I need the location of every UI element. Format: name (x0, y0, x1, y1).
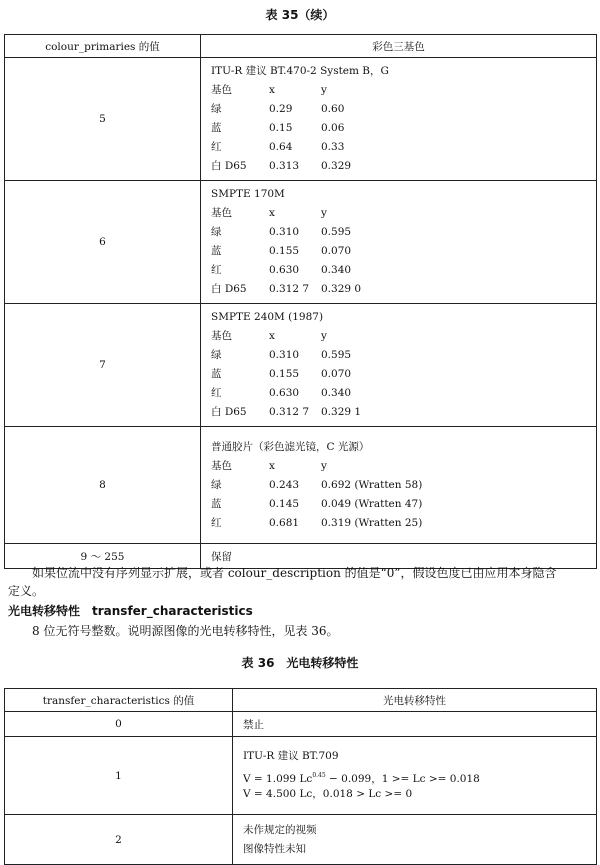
table35-row-6 (5, 181, 597, 304)
primaries-row: 蓝 0.145 0.049 (Wratten 47) (211, 497, 423, 510)
table35-value-cell: 9 ～ 255 (5, 544, 201, 569)
primaries-row: 白 D65 0.312 7 0.329 0 (211, 283, 362, 295)
table35-value-cell: 6 (5, 181, 201, 304)
text-line: 未作规定的视频 (243, 823, 317, 836)
table35-row-5 (5, 58, 597, 181)
table35-header-row (5, 35, 597, 58)
primaries-row: 红 0.630 0.340 (211, 264, 352, 276)
table36-text-cell (233, 815, 597, 865)
table36-row-2 (5, 815, 597, 865)
formula-line: V = 4.500 Lc，0.018 > Lc >= 0 (243, 788, 413, 800)
primaries-row: 绿 0.310 0.595 (211, 226, 352, 238)
primaries-row: 蓝 0.155 0.070 (211, 368, 352, 380)
table35-value-cell: 8 (5, 427, 201, 544)
table35-caption: 表 35（续） (265, 8, 335, 22)
table35-header-col1: colour_primaries 的值 (5, 35, 201, 58)
primaries-row: 基色 x y (211, 330, 327, 342)
table36-header-col2: 光电转移特性 (233, 689, 597, 712)
table36-value-cell: 2 (5, 815, 233, 865)
primaries-row: 基色 x y (211, 459, 327, 472)
section-heading: 光电转移特性 transfer_characteristics (8, 604, 253, 618)
standard-title: SMPTE 170M (211, 188, 285, 200)
primaries-row: 基色 x y (211, 84, 327, 96)
primaries-row: 绿 0.310 0.595 (211, 349, 352, 361)
table36-value-cell: 1 (5, 737, 233, 815)
table35-primaries-cell (201, 304, 597, 427)
primaries-row: 红 0.630 0.340 (211, 387, 352, 399)
primaries-row: 红 0.64 0.33 (211, 141, 345, 153)
table36-header-row (5, 689, 597, 712)
standard-title: ITU-R 建议 BT.709 (243, 750, 339, 762)
body-paragraph-line2: 定义。 (8, 584, 45, 598)
primaries-row: 蓝 0.155 0.070 (211, 245, 352, 257)
table35 (4, 34, 597, 569)
table36-row-0 (5, 712, 597, 737)
table36-row-1 (5, 737, 597, 815)
table35-row-8 (5, 427, 597, 544)
table36-caption: 表 36 光电转移特性 (241, 656, 359, 670)
primaries-row: 绿 0.243 0.692 (Wratten 58) (211, 478, 423, 491)
table35-primaries-cell (201, 181, 597, 304)
primaries-row: 蓝 0.15 0.06 (211, 122, 345, 134)
table36-text-cell (233, 737, 597, 815)
table35-primaries-cell (201, 427, 597, 544)
body-paragraph-line1: 如果位流中没有序列显示扩展，或者 colour_description 的值是“0”，假设色度已由应用本身隐含 (32, 566, 557, 580)
table35-value-cell: 7 (5, 304, 201, 427)
primaries-row: 绿 0.29 0.60 (211, 103, 345, 115)
body-paragraph-2: 8 位无符号整数。说明源图像的光电转移特性，见表 36。 (32, 624, 339, 638)
table35-header-col2: 彩色三基色 (201, 35, 597, 58)
primaries-row: 白 D65 0.313 0.329 (211, 160, 352, 172)
primaries-row: 红 0.681 0.319 (Wratten 25) (211, 516, 423, 529)
table36-header-col1: transfer_characteristics 的值 (5, 689, 233, 712)
primaries-row: 基色 x y (211, 207, 327, 219)
table36 (4, 688, 597, 865)
standard-title: ITU-R 建议 BT.470-2 System B，G (211, 65, 389, 77)
table35-row-7 (5, 304, 597, 427)
table35-value-cell: 5 (5, 58, 201, 181)
table35-reserved-cell: 保留 (201, 544, 597, 569)
standard-title: SMPTE 240M (1987) (211, 311, 324, 323)
standard-title: 普通胶片（彩色滤光镜，C 光源） (211, 440, 370, 453)
formula-line: V = 1.099 $Lc^{0.45} - 0.099$，1 >= Lc >= 0.018 (243, 772, 480, 785)
table35-primaries-cell (201, 58, 597, 181)
primaries-row: 白 D65 0.312 7 0.329 1 (211, 406, 362, 418)
text-line: 图像特性未知 (243, 842, 306, 855)
table36-value-cell: 0 (5, 712, 233, 737)
table36-text-cell: 禁止 (233, 712, 597, 737)
